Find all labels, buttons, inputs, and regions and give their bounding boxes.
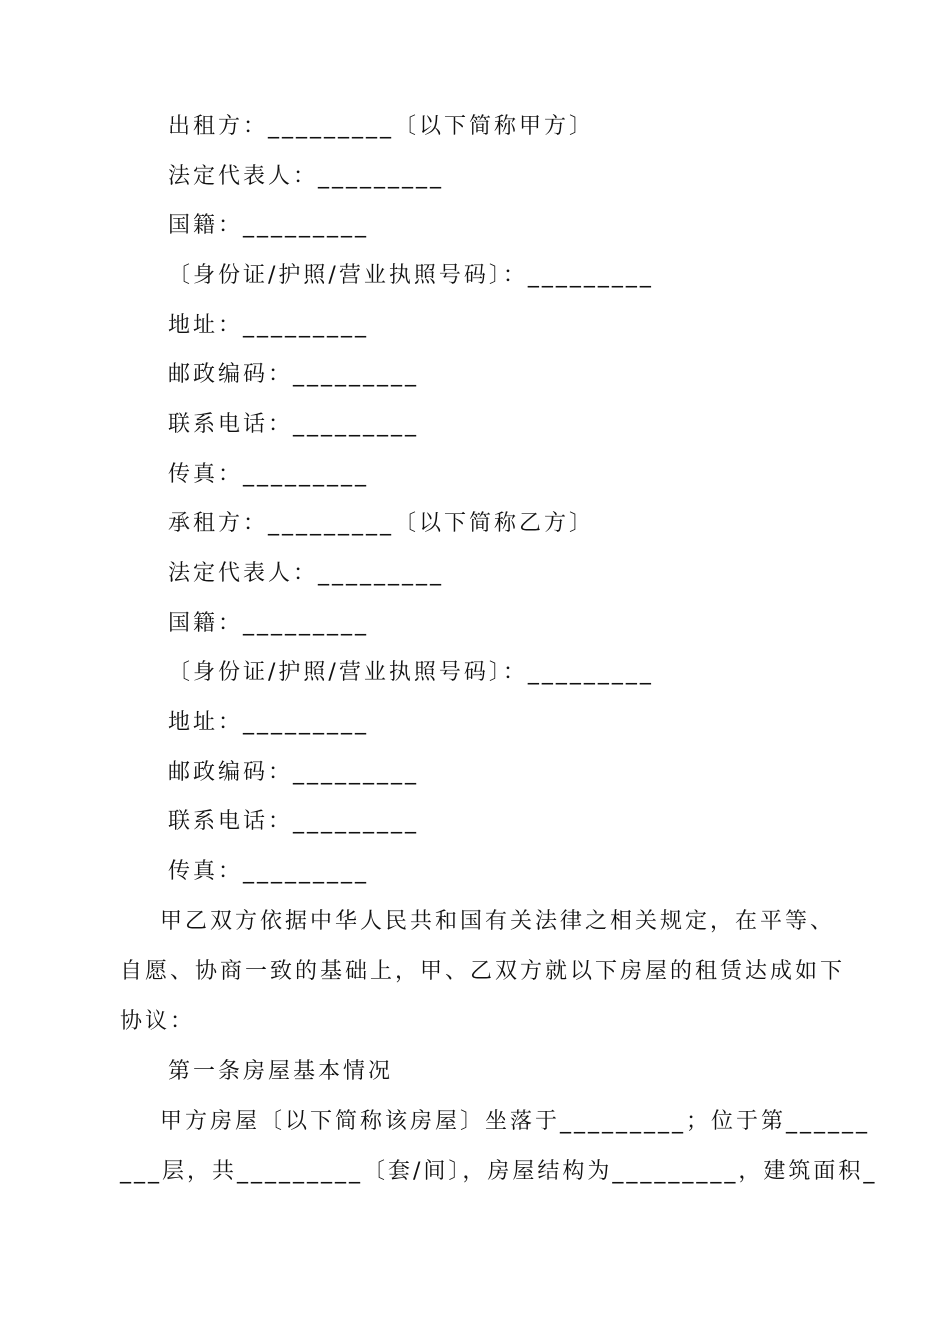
lessor-fax: 传真：_________ <box>168 462 370 487</box>
intro-line-3: 协议： <box>120 1009 196 1034</box>
lessor-representative: 法定代表人：_________ <box>168 164 445 189</box>
lessee-address: 地址：_________ <box>168 710 370 735</box>
lessee-nationality: 国籍：_________ <box>168 611 370 636</box>
intro-line-1: 甲乙双方依据中华人民共和国有关法律之相关规定，在平等、 <box>120 909 835 934</box>
lessor-postcode: 邮政编码：_________ <box>168 362 420 387</box>
lessor-nationality: 国籍：_________ <box>168 213 370 238</box>
lessee-phone: 联系电话：_________ <box>168 809 420 834</box>
lessee-id-number: 〔身份证/护照/营业执照号码〕：_________ <box>168 660 654 685</box>
lessor-address: 地址：_________ <box>168 313 370 338</box>
lessor-id-number: 〔身份证/护照/营业执照号码〕：_________ <box>168 263 654 288</box>
lessor-phone: 联系电话：_________ <box>168 412 420 437</box>
lessee-representative: 法定代表人：_________ <box>168 561 445 586</box>
intro-line-2: 自愿、协商一致的基础上，甲、乙双方就以下房屋的租赁达成如下 <box>120 959 846 984</box>
article-1-line-1: 甲方房屋〔以下简称该房屋〕坐落于_________；位于第______ <box>120 1109 870 1134</box>
lessor-line: 出租方：_________〔以下简称甲方〕 <box>168 114 595 139</box>
lessee-fax: 传真：_________ <box>168 859 370 884</box>
article-1-line-2: ___层，共_________〔套/间〕，房屋结构为_________，建筑面积_ <box>120 1159 878 1184</box>
lessee-postcode: 邮政编码：_________ <box>168 760 420 785</box>
article-1-heading: 第一条房屋基本情况 <box>168 1059 394 1084</box>
lessee-line: 承租方：_________〔以下简称乙方〕 <box>168 511 595 536</box>
